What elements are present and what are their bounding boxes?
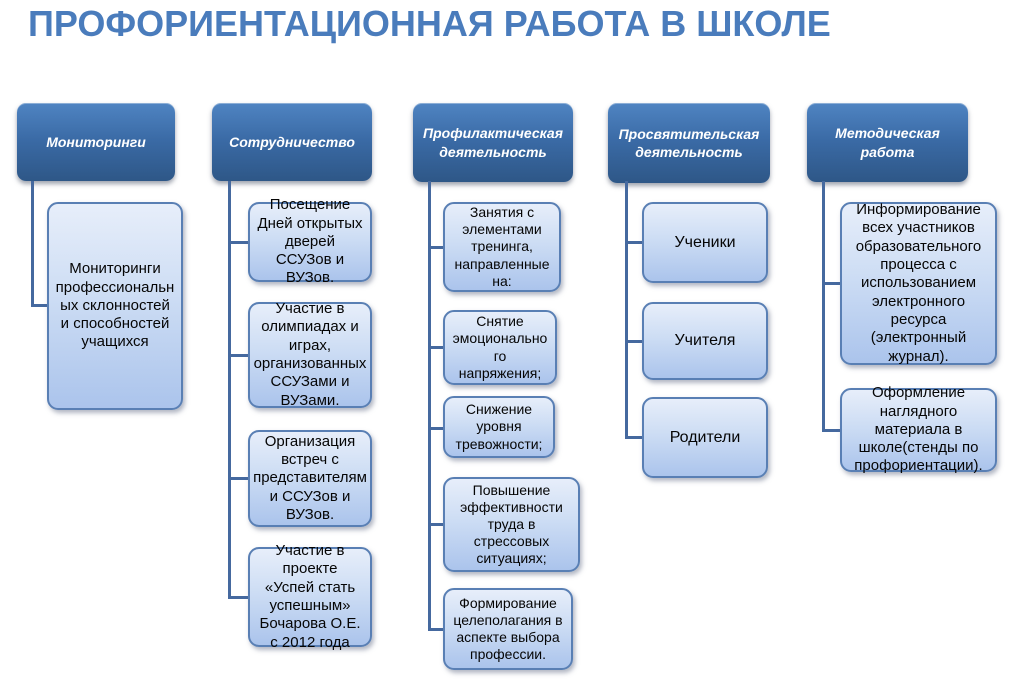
preventive-item-2: Снятие эмоционально го напряжения;	[443, 310, 557, 385]
cooperation-item-3: Организация встреч с представителям и ССУЗов и ВУЗов.	[248, 430, 372, 527]
column-header-cooperation: Сотрудничество	[212, 103, 372, 181]
methodical-item-1: Информирование всех участников образовательного процесса с использованием электронного ресурса (электронный журнал).	[840, 202, 997, 365]
preventive-item-4: Повышение эффективности труда в стрессовых ситуациях;	[443, 477, 580, 572]
methodical-item-2: Оформление наглядного материала в школе(стенды по профориентации).	[840, 388, 997, 472]
column-header-educational: Просвятительская деятельность	[608, 103, 770, 183]
preventive-item-1: Занятия с элементами тренинга, направленные на:	[443, 202, 561, 292]
connector-stub	[228, 241, 250, 244]
column-header-preventive: Профилактическая деятельность	[413, 103, 573, 182]
cooperation-item-1: Посещение Дней открытых дверей ССУЗов и ВУЗов.	[248, 202, 372, 282]
connector-stub	[822, 429, 842, 432]
connector-stub	[228, 354, 250, 357]
page-title: ПРОФОРИЕНТАЦИОННАЯ РАБОТА В ШКОЛЕ	[28, 3, 831, 44]
cooperation-item-4: Участие в проекте «Успей стать успешным» Бочарова О.Е. с 2012 года	[248, 547, 372, 647]
monitorings-item-1: Мониторинги профессиональн ых склонностей и способностей учащихся	[47, 202, 183, 410]
educational-item-1: Ученики	[642, 202, 768, 283]
cooperation-item-2: Участие в олимпиадах и играх, организованных ССУЗами и ВУЗами.	[248, 302, 372, 408]
column-header-methodical: Методическая работа	[807, 103, 968, 182]
connector-stub	[228, 596, 250, 599]
preventive-item-3: Снижение уровня тревожности;	[443, 396, 555, 458]
connector-trunk-educational	[625, 181, 628, 439]
connector-trunk-methodical	[822, 181, 825, 432]
educational-item-2: Учителя	[642, 302, 768, 380]
connector-stub	[228, 477, 250, 480]
preventive-item-5: Формирование целеполагания в аспекте выбора профессии.	[443, 588, 573, 670]
connector-trunk-monitorings	[31, 181, 34, 307]
column-header-monitorings: Мониторинги	[17, 103, 175, 181]
connector-stub	[822, 282, 842, 285]
educational-item-3: Родители	[642, 397, 768, 478]
